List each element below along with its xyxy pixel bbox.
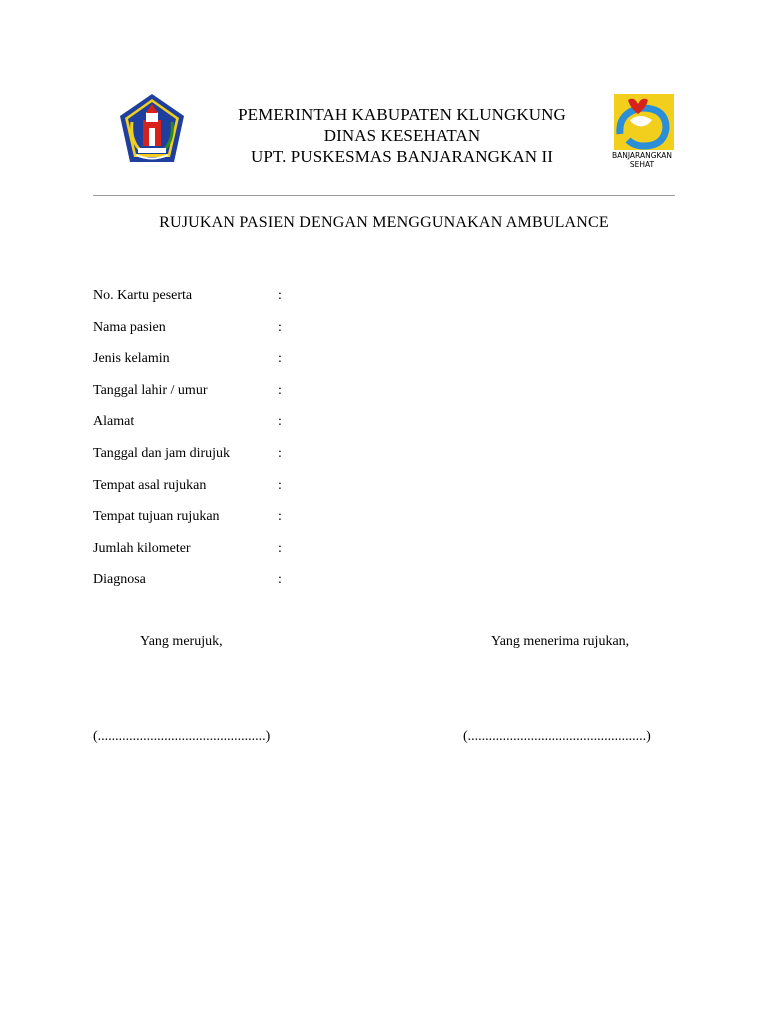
field-colon: : [278,540,282,556]
document-title: RUJUKAN PASIEN DENGAN MENGGUNAKAN AMBULANCE [159,214,609,231]
regency-emblem-icon [118,92,186,166]
field-colon: : [278,414,282,430]
health-center-name: UPT. PUSKESMAS BANJARANGKAN II [250,147,554,166]
field-label: No. Kartu peserta [93,288,193,303]
logo-caption-line2: SEHAT [629,160,655,169]
department-name: DINAS KESEHATAN [323,126,481,145]
field-row [93,319,653,351]
field-colon: : [278,477,282,493]
field-row [93,350,653,382]
banjarangkan-sehat-logo-icon [606,94,678,170]
field-row [93,382,653,414]
field-label: Tempat asal rujukan [93,477,207,493]
field-row [93,571,653,603]
field-row [93,445,653,477]
referrer-signature-line: (................................................) [93,729,271,744]
field-label: Tempat tujuan rujukan [93,509,220,525]
field-label: Nama pasien [93,319,166,335]
government-name: PEMERINTAH KABUPATEN KLUNGKUNG [238,105,566,124]
field-colon: : [278,572,282,588]
field-label: Jenis kelamin [93,351,170,367]
receiver-label: Yang menerima rujukan, [491,634,630,649]
field-colon: : [278,509,282,525]
patient-fields [93,287,653,603]
field-colon: : [278,288,282,303]
field-label: Tanggal lahir / umur [93,382,208,398]
field-colon: : [278,351,282,367]
header-divider [93,195,675,196]
field-label: Alamat [93,414,135,430]
logo-caption-line1: BANJARANGKAN [611,151,673,160]
field-label: Tanggal dan jam dirujuk [93,445,231,461]
field-row [93,477,653,509]
field-row [93,287,653,319]
field-colon: : [278,382,282,398]
field-row [93,413,653,445]
referrer-label: Yang merujuk, [140,634,223,649]
field-label: Jumlah kilometer [93,540,191,556]
letterhead [190,104,614,167]
field-row [93,508,653,540]
field-colon: : [278,445,282,461]
receiver-signature-line: (...................................................) [463,729,651,744]
field-row [93,540,653,572]
field-label: Diagnosa [93,572,146,588]
field-colon: : [278,319,282,335]
